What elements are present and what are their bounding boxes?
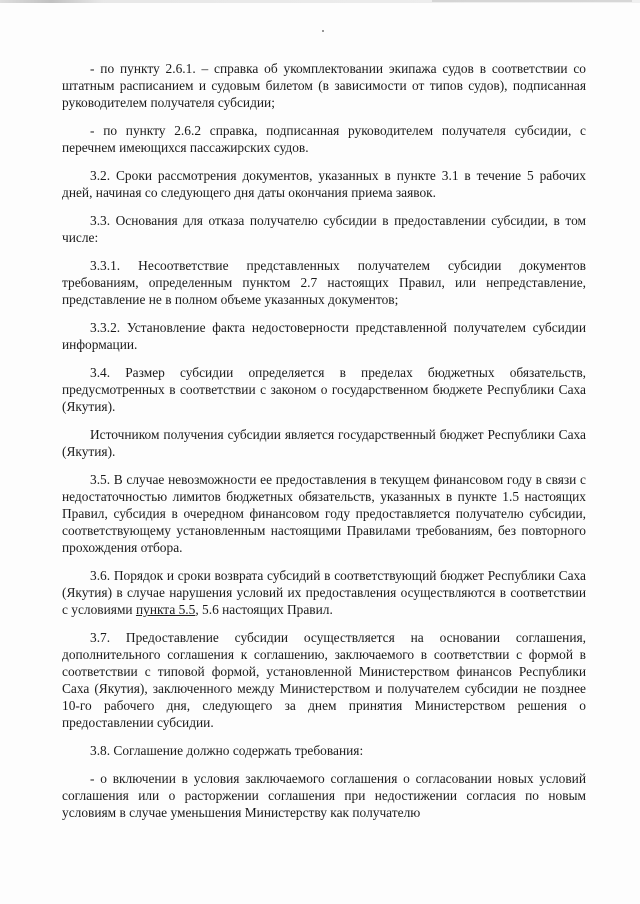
paragraph-3-8-item: - о включении в условия заключаемого соглашения о согласовании новых условий соглашения или о расторжении соглашения при недостижении согласия по новым условиям в случае уменьшения Министерству как получателю bbox=[62, 771, 586, 820]
paragraph-funding-source: Источником получения субсидии является государственный бюджет Республики Саха (Якутия). bbox=[62, 427, 586, 459]
paragraph-3-3-1: 3.3.1. Несоответствие представленных получателем субсидии документов требованиям, определенным пунктом 2.7 настоящих Правил, или непредставление, представление не в полном объеме указанных документов; bbox=[62, 258, 586, 307]
paragraph-3-8: 3.8. Соглашение должно содержать требования: bbox=[90, 743, 364, 758]
paragraph-3-4: 3.4. Размер субсидии определяется в пределах бюджетных обязательств, предусмотренных в соответствии с законом о государственном бюджете Республики Саха (Якутия). bbox=[62, 365, 586, 414]
paragraph-2-6-2: - по пункту 2.6.2 справка, подписанная руководителем получателя субсидии, с перечнем имеющихся пассажирских судов. bbox=[62, 123, 586, 155]
clause-5-5-link[interactable]: пункта 5.5 bbox=[135, 602, 196, 617]
paragraph-2-6-1: - по пункту 2.6.1. – справка об укомплектовании экипажа судов в соответствии со штатным расписанием и судовым билетом (в зависимости от типов судов), подписанная руководителем получателя субсидии; bbox=[62, 61, 586, 110]
paragraph-3-6-tail: , 5.6 настоящих Правил. bbox=[195, 602, 333, 617]
paragraph-3-6 bbox=[62, 567, 586, 618]
paragraph-3-3: 3.3. Основания для отказа получателю субсидии в предоставлении субсидии, в том числе: bbox=[62, 213, 586, 245]
document-body bbox=[62, 60, 586, 832]
paragraph-3-7: 3.7. Предоставление субсидии осуществляется на основании соглашения, дополнительного соглашения к соглашению, заключаемого в соответствии с формой в соответствии с типовой формой, установленной Министерством финансов Республики Саха (Якутия), заключенного между Министерством и получателем субсидии не позднее 10-го рабочего дня, следующего за днем принятия Министерством решения о предоставлении субсидии. bbox=[62, 630, 586, 730]
paragraph-3-5: 3.5. В случае невозможности ее предоставления в текущем финансовом году в связи с недостаточностью лимитов бюджетных обязательств, указанных в пункте 1.5 настоящих Правил, субсидия в очередном финансовом году предоставляется получателю субсидии, соответствующему установленным настоящими Правилами требованиям, без повторного прохождения отбора. bbox=[62, 472, 586, 555]
scan-edge-right bbox=[432, 0, 632, 2]
paragraph-3-3-2: 3.3.2. Установление факта недостоверности представленной получателем субсидии информации. bbox=[62, 320, 586, 352]
scan-speck bbox=[322, 30, 324, 32]
paragraph-3-2: 3.2. Сроки рассмотрения документов, указанных в пункте 3.1 в течение 5 рабочих дней, начиная со следующего дня даты окончания приема заявок. bbox=[62, 168, 586, 200]
paragraph-3-6-text: 3.6. Порядок и сроки возврата субсидий в соответствующий бюджет Республики Саха (Якутия) в случае нарушения условий их предоставления осуществляются в соответствии с условиями bbox=[62, 568, 586, 617]
